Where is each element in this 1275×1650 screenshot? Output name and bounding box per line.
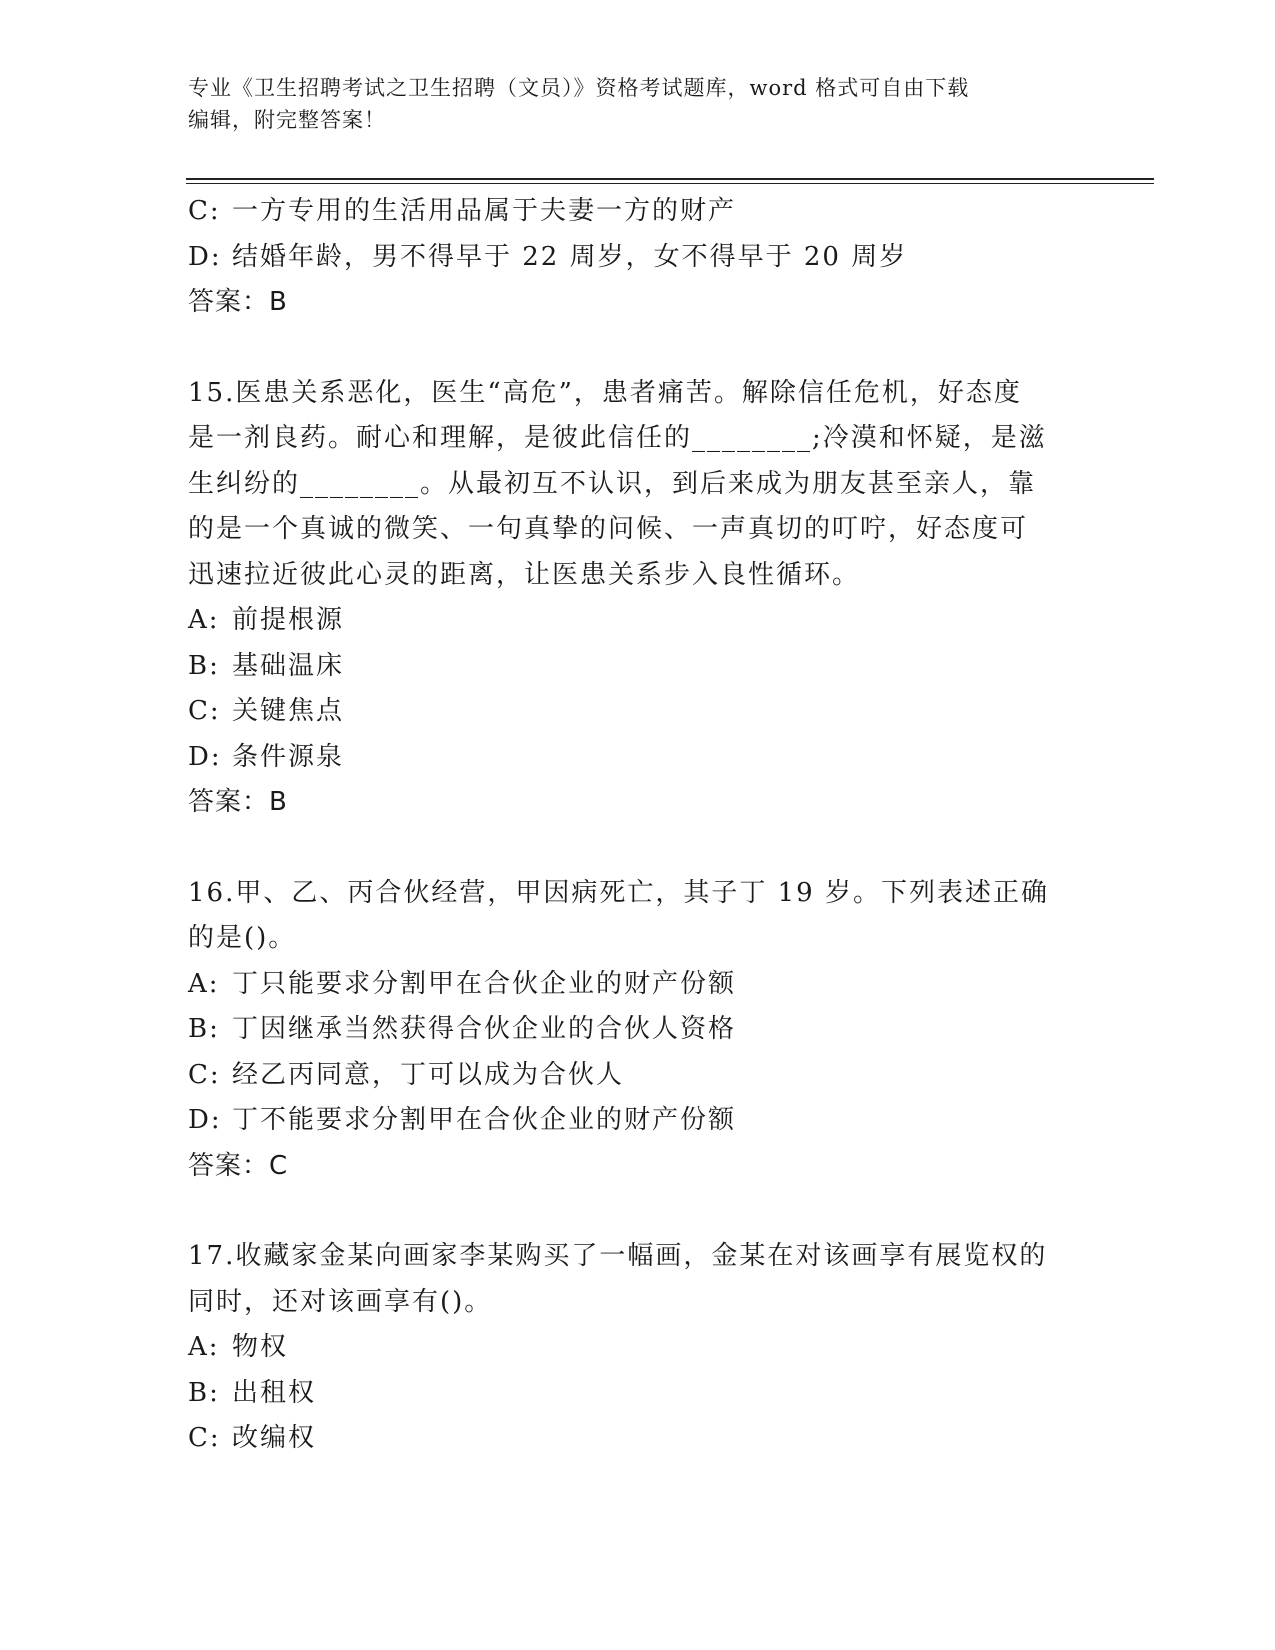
question-text-line: 生纠纷的________。从最初互不认识，到后来成为朋友甚至亲人，靠 [188, 468, 1037, 499]
option-letter: A: [188, 1332, 220, 1362]
question-17 [188, 1234, 1088, 1462]
question-text-line: 的是一个真诚的微笑、一句真挚的问候、一声真切的叮咛，好态度可 [188, 514, 1029, 544]
previous-question [188, 189, 1088, 326]
option-letter: B: [188, 650, 220, 681]
option-text: 丁只能要求分割甲在合伙企业的财产份额 [232, 968, 737, 999]
option-letter: D: [188, 241, 222, 272]
header-line-1: 专业《卫生招聘考试之卫生招聘（文员）》资格考试题库，word 格式可自由下载 [188, 76, 970, 100]
option-c [188, 189, 1088, 235]
header-rule-top [186, 178, 1154, 180]
option-text: 前提根源 [232, 605, 345, 635]
option-a [188, 1325, 1088, 1371]
option-text: 条件源泉 [232, 741, 345, 772]
option-letter: C: [188, 1059, 221, 1090]
option-text: 基础温床 [232, 650, 345, 681]
spacer [188, 826, 1088, 871]
option-text: 物权 [232, 1332, 289, 1362]
document-body [188, 189, 1088, 1462]
document-header [188, 72, 1108, 136]
option-d [188, 235, 1088, 281]
option-b [188, 1371, 1088, 1417]
answer-line: 答案：B [188, 787, 288, 817]
spacer [188, 1189, 1088, 1234]
answer-line: 答案：B [188, 287, 288, 317]
option-text: 丁因继承当然获得合伙企业的合伙人资格 [232, 1014, 737, 1044]
option-text: 结婚年龄，男不得早于 22 周岁，女不得早于 20 周岁 [232, 241, 908, 272]
option-letter: D: [188, 1105, 222, 1135]
option-letter: A: [188, 968, 220, 999]
option-c [188, 1053, 1088, 1099]
header-rule-bottom [186, 183, 1154, 184]
question-text-line: 17.收藏家金某向画家李某购买了一幅画，金某在对该画享有展览权的 [188, 1241, 1048, 1271]
spacer [188, 326, 1088, 371]
question-text-line: 15.医患关系恶化，医生“高危”，患者痛苦。解除信任危机，好态度 [188, 377, 1022, 408]
option-c [188, 689, 1088, 735]
option-d [188, 1098, 1088, 1144]
option-text: 关键焦点 [232, 696, 345, 726]
option-text: 一方专用的生活用品属于夫妻一方的财产 [232, 196, 737, 226]
option-letter: A: [188, 605, 220, 635]
answer-line: 答案：C [188, 1150, 289, 1181]
question-text-line: 迅速拉近彼此心灵的距离，让医患关系步入良性循环。 [188, 559, 861, 590]
question-15 [188, 371, 1088, 826]
option-letter: C: [188, 196, 221, 226]
question-text-line: 的是()。 [188, 923, 297, 953]
question-text-line: 是一剂良药。耐心和理解，是彼此信任的________;冷漠和怀疑，是滋 [188, 423, 1047, 453]
header-line-2: 编辑，附完整答案！ [188, 108, 386, 132]
option-letter: D: [188, 741, 222, 772]
option-b [188, 644, 1088, 690]
option-b [188, 1007, 1088, 1053]
option-letter: B: [188, 1377, 220, 1408]
option-text: 经乙丙同意，丁可以成为合伙人 [232, 1059, 625, 1090]
option-a [188, 598, 1088, 644]
option-letter: C: [188, 1423, 221, 1453]
question-text-line: 同时，还对该画享有()。 [188, 1286, 493, 1317]
question-16 [188, 871, 1088, 1190]
option-c [188, 1416, 1088, 1462]
option-text: 出租权 [232, 1377, 317, 1408]
option-text: 改编权 [232, 1423, 317, 1453]
option-a [188, 962, 1088, 1008]
option-letter: B: [188, 1014, 220, 1044]
question-text-line: 16.甲、乙、丙合伙经营，甲因病死亡，其子丁 19 岁。下列表述正确 [188, 877, 1049, 908]
option-letter: C: [188, 696, 221, 726]
option-text: 丁不能要求分割甲在合伙企业的财产份额 [232, 1105, 737, 1135]
option-d [188, 735, 1088, 781]
